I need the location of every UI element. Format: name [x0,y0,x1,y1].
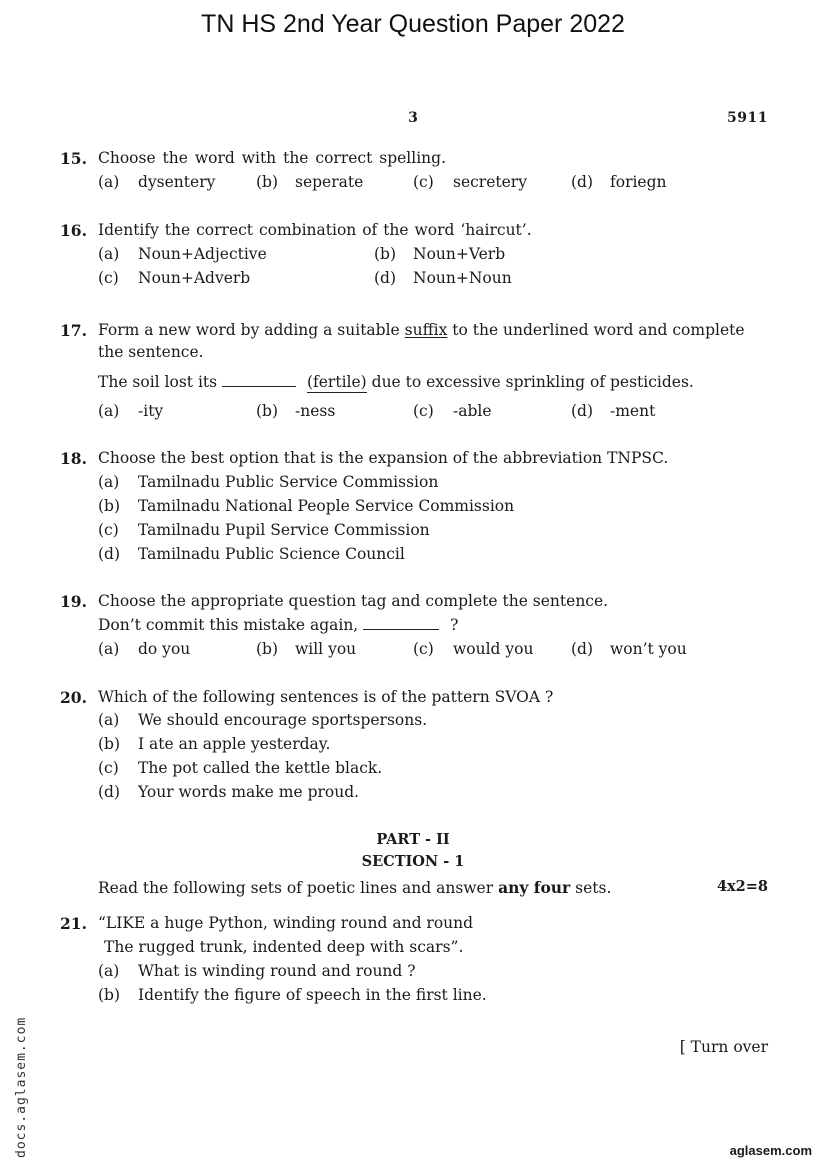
option-label: (b) [256,640,279,658]
sentence-part: Don’t commit this mistake again, [98,616,359,634]
option-label: (b) [98,986,121,1004]
question-number: 17. [60,321,87,340]
footer-link[interactable]: aglasem.com [729,1143,812,1158]
sentence-part: due to excessive sprinkling of pesticides. [371,373,694,391]
poem-line: The rugged trunk, indented deep with scars”. [104,938,464,956]
option-label: (c) [413,173,434,191]
question-text: Choose the word with the correct spelling. [98,149,446,167]
fill-in-sentence [98,616,458,634]
option-text: -ness [295,402,336,420]
option-label: (b) [98,735,121,753]
sentence-part: The soil lost its [98,373,218,391]
question-text: Choose the best option that is the expansion of the abbreviation TNPSC. [98,449,669,467]
option-text: -ment [610,402,656,420]
section-instruction [98,878,611,897]
option-text: Tamilnadu Public Service Commission [138,473,439,491]
option-text: Noun+Noun [413,269,512,287]
answer-blank [363,617,439,630]
option-label: (a) [98,245,120,263]
option-text: would you [453,640,534,658]
option-text: Your words make me proud. [138,783,360,801]
turn-over-note: [ Turn over [679,1038,768,1056]
instruction-part: Read the following sets of poetic lines and answer [98,879,494,897]
question-text: Choose the appropriate question tag and complete the sentence. [98,592,609,610]
option-label: (a) [98,402,120,420]
document-title: TN HS 2nd Year Question Paper 2022 [201,10,625,38]
question-text [98,321,745,339]
option-text: Noun+Adjective [138,245,267,263]
question-number: 18. [60,449,87,468]
question-number: 20. [60,688,87,707]
question-text-part: Form a new word by adding a suitable [98,321,400,339]
question-number: 15. [60,149,87,168]
option-label: (d) [571,402,594,420]
option-text: -able [453,402,492,420]
option-label: (c) [98,521,119,539]
underlined-word: suffix [404,321,448,339]
option-label: (d) [98,545,121,563]
option-label: (b) [256,173,279,191]
option-text: do you [138,640,191,658]
fill-in-sentence [98,373,694,393]
option-label: (b) [256,402,279,420]
option-label: (a) [98,473,120,491]
option-text: Tamilnadu National People Service Commission [138,497,515,515]
question-text: Which of the following sentences is of the pattern SVOA ? [98,688,554,706]
option-label: (c) [98,269,119,287]
question-text: Identify the correct combination of the word ‘haircut’. [98,221,532,239]
option-label: (a) [98,962,120,980]
option-text: foriegn [610,173,667,191]
paper-code: 5911 [727,110,768,126]
sentence-part: ? [450,616,459,634]
option-text: will you [295,640,357,658]
option-label: (b) [374,245,397,263]
option-text: What is winding round and round ? [138,962,416,980]
root-word: (fertile) [306,373,367,391]
answer-blank [222,374,296,387]
question-text-line2: the sentence. [98,343,204,361]
option-label: (d) [571,640,594,658]
option-text: Noun+Adverb [138,269,251,287]
option-label: (b) [98,497,121,515]
option-text: won’t you [610,640,687,658]
option-text: I ate an apple yesterday. [138,735,331,753]
instruction-emphasis: any four [498,878,571,897]
option-text: Noun+Verb [413,245,506,263]
part-heading: PART - II [376,831,450,848]
option-text: dysentery [138,173,216,191]
option-label: (d) [571,173,594,191]
option-text: The pot called the kettle black. [138,759,383,777]
side-watermark: docs.aglasem.com [14,1016,29,1158]
option-label: (c) [413,640,434,658]
poem-line: “LIKE a huge Python, winding round and round [98,914,474,932]
question-number: 19. [60,592,87,611]
option-text: Identify the figure of speech in the first line. [138,986,487,1004]
option-text: seperate [295,173,364,191]
instruction-part: sets. [575,879,612,897]
option-label: (d) [98,783,121,801]
option-label: (d) [374,269,397,287]
option-text: Tamilnadu Public Science Council [138,545,405,563]
question-number: 21. [60,914,87,933]
option-text: Tamilnadu Pupil Service Commission [138,521,430,539]
section-heading: SECTION - 1 [361,853,465,870]
option-text: secretery [453,173,527,191]
option-label: (a) [98,173,120,191]
question-number: 16. [60,221,87,240]
option-text: -ity [138,402,164,420]
option-label: (a) [98,640,120,658]
option-label: (a) [98,711,120,729]
option-text: We should encourage sportspersons. [138,711,428,729]
question-text-part: to the underlined word and complete [452,321,745,339]
option-label: (c) [98,759,119,777]
page-number: 3 [408,110,418,126]
section-marks: 4x2=8 [716,878,768,895]
option-label: (c) [413,402,434,420]
